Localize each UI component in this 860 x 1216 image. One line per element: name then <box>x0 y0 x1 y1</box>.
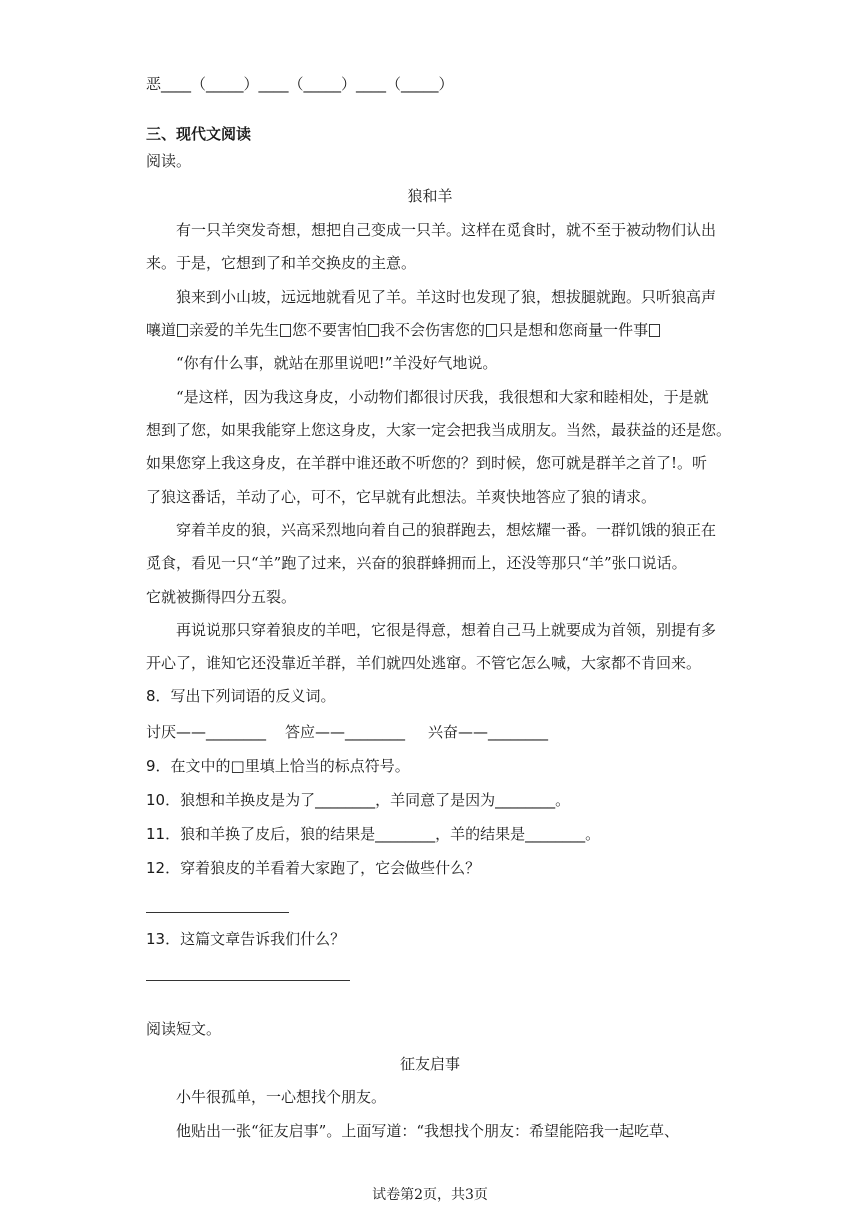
story-fragment: 只是想和您商量一件事 <box>498 321 649 339</box>
blank-box <box>649 324 660 337</box>
blank-box <box>368 324 379 337</box>
story-line-3: 狼来到小山坡，远远地就看见了羊。羊这时也发现了狼，想拔腿就跑。只听狼高声 <box>176 288 717 306</box>
story-fragment: 嚷道 <box>146 321 177 339</box>
story-line-10: 穿着羊皮的狼，兴高采烈地向着自己的狼群跑去，想炫耀一番。一群饥饿的狼正在 <box>176 521 717 539</box>
question-13: 13．这篇文章告诉我们什么？ <box>146 930 346 948</box>
blank-box <box>177 324 188 337</box>
story-line-14: 开心了，谁知它还没靠近羊群，羊们就四处逃窜。不管它怎么喊，大家都不肯回来。 <box>146 654 702 672</box>
q8-item-3: 兴奋——________ <box>428 723 549 741</box>
story-line-9: 了狼这番话，羊动了心，可不，它早就有此想法。羊爽快地答应了狼的请求。 <box>146 488 657 506</box>
story-line-11: 觅食，看见一只“羊”跑了过来，兴奋的狼群蜂拥而上，还没等那只“羊”张口说话。 <box>146 554 687 572</box>
story-fragment: 我不会伤害您的 <box>380 321 486 339</box>
story-line-13: 再说说那只穿着狼皮的羊吧，它很是得意，想着自己马上就要成为首领，别提有多 <box>176 621 717 639</box>
blank-box <box>486 324 497 337</box>
section-intro: 阅读。 <box>146 152 192 170</box>
answer-line-13[interactable] <box>146 980 350 981</box>
passage-title: 征友启事 <box>399 1055 460 1073</box>
question-11: 11．狼和羊换了皮后，狼的结果是________，羊的结果是________。 <box>146 825 601 843</box>
blank-box <box>280 324 291 337</box>
story-line-5: “你有什么事，就站在那里说吧!”羊没好气地说。 <box>176 354 498 372</box>
story-fragment: 您不要害怕 <box>292 321 368 339</box>
question-9: 9．在文中的□里填上恰当的标点符号。 <box>146 757 410 775</box>
question-8: 8．写出下列词语的反义词。 <box>146 687 336 705</box>
story-line-2: 来。于是，它想到了和羊交换皮的主意。 <box>146 254 417 272</box>
answer-line-12[interactable] <box>146 912 289 913</box>
story-line-12: 它就被撕得四分五裂。 <box>146 588 297 606</box>
section-heading: 三、现代文阅读 <box>146 125 252 143</box>
story-line-4 <box>146 320 661 340</box>
q8-item-1: 讨厌——________ <box>146 723 267 741</box>
passage-line-2: 他贴出一张“征友启事”。上面写道：“我想找个朋友：希望能陪我一起吃草、 <box>176 1122 680 1140</box>
page-footer: 试卷第2页，共3页 <box>372 1187 488 1203</box>
story-line-7: 想到了您，如果我能穿上您这身皮，大家一定会把我当成朋友。当然，最获益的还是您。 <box>146 421 732 439</box>
story-fragment: 亲爱的羊先生 <box>189 321 280 339</box>
prev-question-line: 恶____（_____）____（_____）____（_____） <box>146 75 454 93</box>
story-title: 狼和羊 <box>407 187 453 205</box>
story-line-6: “是这样，因为我这身皮，小动物们都很讨厌我，我很想和大家和睦相处，于是就 <box>176 388 709 406</box>
story-line-8: 如果您穿上我这身皮，在羊群中谁还敢不听您的？到时候，您可就是群羊之首了!。听 <box>146 454 708 472</box>
q8-item-2: 答应——________ <box>285 723 406 741</box>
passage-intro: 阅读短文。 <box>146 1020 222 1038</box>
story-line-1: 有一只羊突发奇想，想把自己变成一只羊。这样在觅食时，就不至于被动物们认出 <box>176 221 717 239</box>
question-12: 12．穿着狼皮的羊看着大家跑了，它会做些什么？ <box>146 859 481 877</box>
passage-line-1: 小牛很孤单，一心想找个朋友。 <box>176 1088 387 1106</box>
question-10: 10．狼想和羊换皮是为了________，羊同意了是因为________。 <box>146 791 571 809</box>
